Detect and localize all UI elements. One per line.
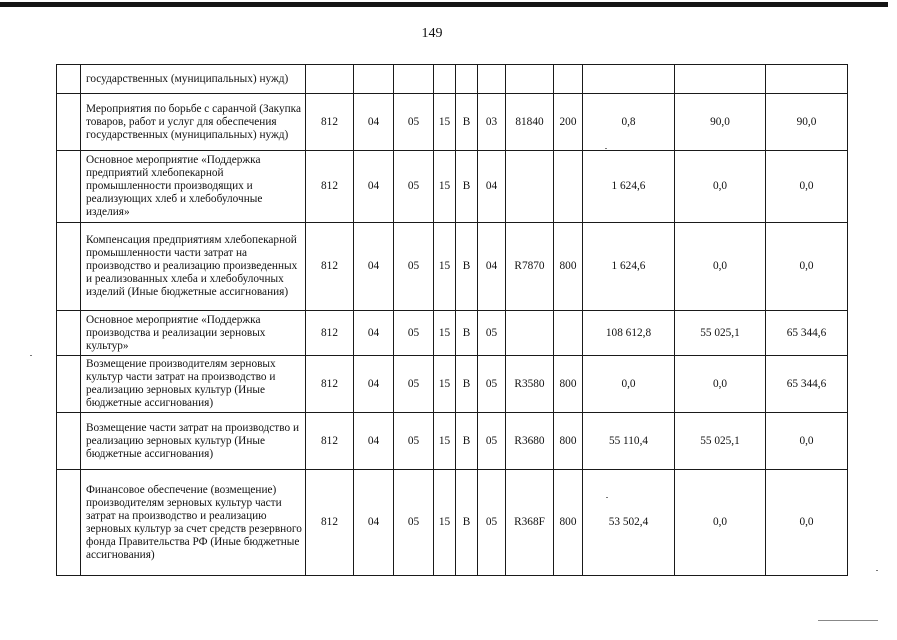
cell-p2 <box>456 65 478 94</box>
cell-s3: 0,0 <box>766 151 848 223</box>
table-row <box>57 65 848 94</box>
cell-pr: 05 <box>394 223 434 311</box>
cell-rz: 04 <box>354 151 394 223</box>
cell-vr: 200 <box>554 94 583 151</box>
cell-pr: 05 <box>394 94 434 151</box>
cell-s3: 0,0 <box>766 413 848 470</box>
cell-gr <box>306 65 354 94</box>
cell-rz: 04 <box>354 94 394 151</box>
cell-p2: В <box>456 151 478 223</box>
cell-rz: 04 <box>354 356 394 413</box>
cell-p2: В <box>456 311 478 356</box>
cell-gr: 812 <box>306 94 354 151</box>
cell-s1 <box>583 65 675 94</box>
cell-s2: 0,0 <box>675 356 766 413</box>
scan-speck <box>606 497 608 498</box>
cell-p2: В <box>456 413 478 470</box>
cell-rz: 04 <box>354 470 394 576</box>
table-row <box>57 223 848 311</box>
cell-s2: 55 025,1 <box>675 311 766 356</box>
cell-p1: 15 <box>434 311 456 356</box>
cell-s3: 0,0 <box>766 223 848 311</box>
cell-vr <box>554 311 583 356</box>
scan-speck <box>30 355 32 356</box>
cell-name: Возмещение производителям зерновых культур части затрат на производство и реализацию зерновых культур (Иные бюджетные ассигнования) <box>81 356 306 413</box>
blank-cell <box>57 223 81 311</box>
cell-p3: 04 <box>478 223 506 311</box>
blank-cell <box>57 65 81 94</box>
cell-s2: 0,0 <box>675 470 766 576</box>
cell-pr: 05 <box>394 413 434 470</box>
cell-p2: В <box>456 94 478 151</box>
cell-s1: 108 612,8 <box>583 311 675 356</box>
table-row <box>57 311 848 356</box>
cell-s2 <box>675 65 766 94</box>
cell-name: Финансовое обеспечение (возмещение) производителям зерновых культур части затрат на производство и реализацию зерновых культур за счет средств резервного фонда Правительства РФ (Иные бюджетные ассигнования) <box>81 470 306 576</box>
cell-vr: 800 <box>554 356 583 413</box>
table-row <box>57 413 848 470</box>
cell-name: Возмещение части затрат на производство и реализацию зерновых культур (Иные бюджетные ассигнования) <box>81 413 306 470</box>
cell-name: Мероприятия по борьбе с саранчой (Закупка товаров, работ и услуг для обеспечения государственных (муниципальных) нужд) <box>81 94 306 151</box>
cell-pr <box>394 65 434 94</box>
cell-p1: 15 <box>434 94 456 151</box>
blank-cell <box>57 151 81 223</box>
cell-gr: 812 <box>306 151 354 223</box>
blank-cell <box>57 94 81 151</box>
cell-s1: 55 110,4 <box>583 413 675 470</box>
cell-p1: 15 <box>434 413 456 470</box>
cell-gr: 812 <box>306 356 354 413</box>
cell-p2: В <box>456 356 478 413</box>
cell-name: государственных (муниципальных) нужд) <box>81 65 306 94</box>
cell-p3: 04 <box>478 151 506 223</box>
cell-rz: 04 <box>354 311 394 356</box>
cell-rz: 04 <box>354 223 394 311</box>
table-row <box>57 94 848 151</box>
cell-pr: 05 <box>394 151 434 223</box>
cell-s2: 0,0 <box>675 223 766 311</box>
cell-vr <box>554 151 583 223</box>
cell-s2: 90,0 <box>675 94 766 151</box>
blank-cell <box>57 470 81 576</box>
scan-speck <box>876 570 878 571</box>
top-border-line <box>0 2 888 7</box>
scan-speck <box>605 148 607 149</box>
cell-cs <box>506 65 554 94</box>
cell-p2: В <box>456 223 478 311</box>
cell-s3: 65 344,6 <box>766 356 848 413</box>
cell-rz: 04 <box>354 413 394 470</box>
table-row <box>57 151 848 223</box>
cell-pr: 05 <box>394 470 434 576</box>
cell-s1: 0,0 <box>583 356 675 413</box>
cell-gr: 812 <box>306 223 354 311</box>
budget-table <box>56 64 848 576</box>
blank-cell <box>57 311 81 356</box>
cell-gr: 812 <box>306 413 354 470</box>
blank-cell <box>57 413 81 470</box>
table-row <box>57 470 848 576</box>
cell-cs: R3680 <box>506 413 554 470</box>
cell-p3: 05 <box>478 470 506 576</box>
table-body <box>57 65 848 576</box>
cell-cs: R3580 <box>506 356 554 413</box>
cell-cs <box>506 311 554 356</box>
cell-gr: 812 <box>306 311 354 356</box>
blank-cell <box>57 356 81 413</box>
cell-s3: 90,0 <box>766 94 848 151</box>
cell-pr: 05 <box>394 356 434 413</box>
cell-cs: R7870 <box>506 223 554 311</box>
cell-p3: 03 <box>478 94 506 151</box>
cell-vr: 800 <box>554 223 583 311</box>
cell-p1: 15 <box>434 223 456 311</box>
cell-pr: 05 <box>394 311 434 356</box>
cell-s1: 0,8 <box>583 94 675 151</box>
cell-s1: 1 624,6 <box>583 151 675 223</box>
cell-vr: 800 <box>554 470 583 576</box>
page-number: 149 <box>421 26 443 41</box>
cell-vr: 800 <box>554 413 583 470</box>
scan-artifact-line <box>818 620 878 621</box>
cell-s3: 65 344,6 <box>766 311 848 356</box>
cell-gr: 812 <box>306 470 354 576</box>
cell-p1 <box>434 65 456 94</box>
cell-s2: 0,0 <box>675 151 766 223</box>
cell-name: Основное мероприятие «Поддержка предприятий хлебопекарной промышленности производящих и реализующих хлеб и хлебобулочные изделия» <box>81 151 306 223</box>
cell-p3: 05 <box>478 413 506 470</box>
cell-p3: 05 <box>478 356 506 413</box>
table-row <box>57 356 848 413</box>
cell-rz <box>354 65 394 94</box>
cell-cs: R368F <box>506 470 554 576</box>
cell-p3: 05 <box>478 311 506 356</box>
cell-s3 <box>766 65 848 94</box>
cell-p1: 15 <box>434 151 456 223</box>
cell-s1: 1 624,6 <box>583 223 675 311</box>
cell-s3: 0,0 <box>766 470 848 576</box>
cell-p3 <box>478 65 506 94</box>
cell-p2: В <box>456 470 478 576</box>
cell-cs <box>506 151 554 223</box>
cell-s1: 53 502,4 <box>583 470 675 576</box>
cell-name: Основное мероприятие «Поддержка производства и реализации зерновых культур» <box>81 311 306 356</box>
cell-cs: 81840 <box>506 94 554 151</box>
cell-p1: 15 <box>434 356 456 413</box>
cell-s2: 55 025,1 <box>675 413 766 470</box>
cell-p1: 15 <box>434 470 456 576</box>
cell-vr <box>554 65 583 94</box>
cell-name: Компенсация предприятиям хлебопекарной промышленности части затрат на производство и реализацию произведенных и реализованных хлеба и хлебобулочных изделий (Иные бюджетные ассигнования) <box>81 223 306 311</box>
